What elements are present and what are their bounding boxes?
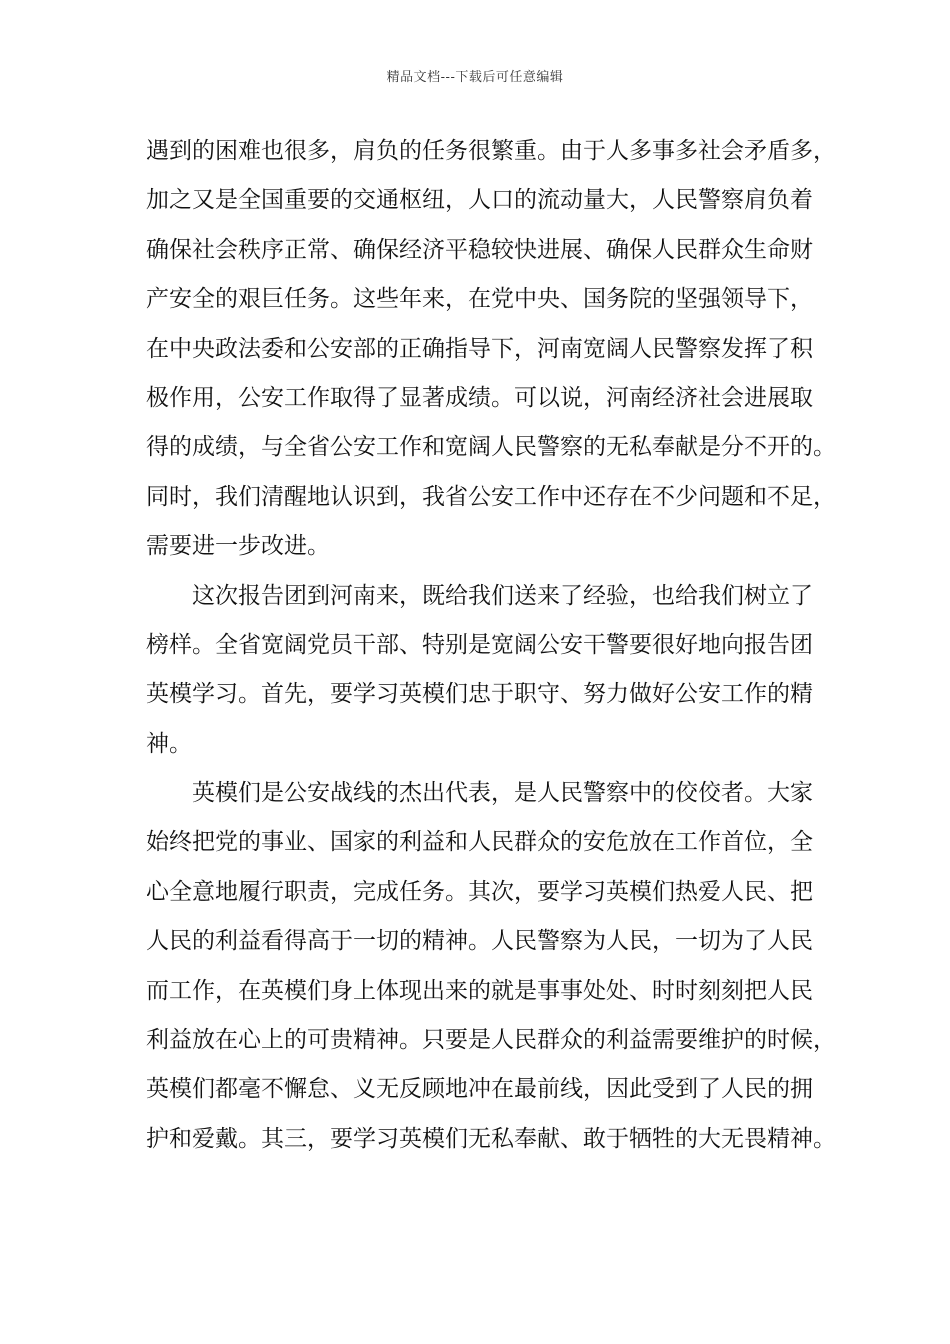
text-line: 在中央政法委和公安部的正确指导下，河南宽阔人民警察发挥了积: [146, 335, 813, 362]
page-header: 精品文档---下载后可任意编辑: [386, 70, 564, 85]
text-line: 利益放在心上的可贵精神。只要是人民群众的利益需要维护的时候，: [146, 1027, 836, 1054]
text-line: 确保社会秩序正常、确保经济平稳较快进展、确保人民群众生命财: [146, 236, 813, 263]
text-line: 而工作，在英模们身上体现出来的就是事事处处、时时刻刻把人民: [146, 977, 813, 1004]
text-line: 产安全的艰巨任务。这些年来，在党中央、国务院的坚强领导下，: [146, 286, 813, 313]
text-line: 英模学习。首先，要学习英模们忠于职守、努力做好公安工作的精: [146, 681, 813, 708]
text-line: 得的成绩，与全省公安工作和宽阔人民警察的无私奉献是分不开的。: [146, 434, 836, 461]
text-line: 心全意地履行职责，完成任务。其次，要学习英模们热爱人民、把: [146, 878, 813, 905]
text-line: 英模们是公安战线的杰出代表，是人民警察中的佼佼者。大家: [192, 780, 813, 807]
text-line: 神。: [146, 730, 192, 757]
text-line: 人民的利益看得高于一切的精神。人民警察为人民，一切为了人民: [146, 928, 813, 955]
text-line: 护和爱戴。其三，要学习英模们无私奉献、敢于牺牲的大无畏精神。: [146, 1125, 836, 1152]
text-line: 遇到的困难也很多，肩负的任务很繁重。由于人多事多社会矛盾多，: [146, 138, 836, 164]
text-line: 同时，我们清醒地认识到，我省公安工作中还存在不少问题和不足，: [146, 483, 836, 510]
text-line: 这次报告团到河南来，既给我们送来了经验，也给我们树立了: [192, 582, 813, 609]
text-line: 加之又是全国重要的交通枢纽，人口的流动量大，人民警察肩负着: [146, 187, 813, 214]
text-line: 榜样。全省宽阔党员干部、特别是宽阔公安干警要很好地向报告团: [146, 631, 813, 658]
text-line: 需要进一步改进。: [146, 533, 330, 560]
text-line: 英模们都毫不懈怠、义无反顾地冲在最前线，因此受到了人民的拥: [146, 1076, 813, 1103]
text-line: 极作用，公安工作取得了显著成绩。可以说，河南经济社会进展取: [146, 384, 813, 411]
document-body: [146, 127, 836, 1164]
text-line: 始终把党的事业、国家的利益和人民群众的安危放在工作首位，全: [146, 829, 813, 856]
